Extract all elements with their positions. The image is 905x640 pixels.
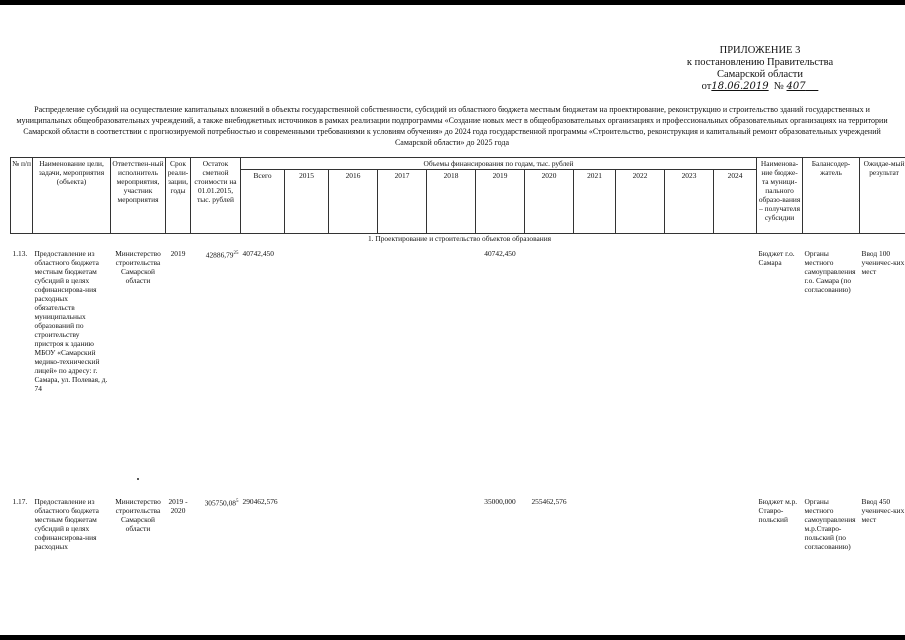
document-intro: Распределение субсидий на осуществление капитальных вложений в объекты государственной собственности, субсидий из областного бюджета местным бюджетам на проектирование, реконструкцию и строительство зданий государственных и муниципальных общеобразовательных учреждений, а также внебюджетных источников в рамках реализации подпрограммы «Создание новых мест в общеобразовательных организациях и профессиональных образовательных организациях на территории Самарской области в соответствии с прогнозируемой потребностью и современными требованиями к условиям обучения» до 2024 года государственной программы «Строительство, реконструкция и капитальный ремонт образовательных учреждений Самарской области» до 2025 года	[16, 105, 888, 147]
handwritten-number: 407	[786, 81, 806, 92]
appendix-header	[665, 45, 855, 93]
row-y2017	[378, 247, 427, 495]
row-y2020: 255462,576	[531, 497, 567, 506]
financing-table	[10, 157, 905, 553]
row-municipality: Бюджет м.р. Ставро-польский	[758, 497, 798, 524]
row-name: Предоставление из областного бюджета местным бюджетам субсидий в целях софинансирова-ния расходных	[34, 497, 99, 551]
row-period: 2019 - 2020	[168, 497, 188, 515]
header-year: 2024	[714, 170, 757, 234]
appendix-title: ПРИЛОЖЕНИЕ 3	[719, 45, 801, 56]
row-remainder-footnote: 5	[236, 499, 239, 504]
row-remainder	[191, 247, 241, 495]
row-responsible: Министерство строительства Самарской области	[115, 497, 161, 533]
row-y2023	[665, 495, 714, 553]
header-year: 2020	[525, 170, 574, 234]
header-year: 2018	[427, 170, 476, 234]
row-y2021	[574, 247, 616, 495]
table-row	[11, 247, 905, 495]
number-label: №	[773, 81, 784, 92]
header-year: 2021	[574, 170, 616, 234]
from-label: от	[701, 81, 712, 92]
row-period: 2019	[170, 249, 186, 258]
row-y2018	[427, 495, 476, 553]
row-responsible	[111, 247, 166, 495]
section-row	[11, 234, 905, 248]
appendix-date-line	[665, 81, 855, 93]
scan-top-edge	[0, 0, 905, 5]
row-y2019: 35000,000	[484, 497, 516, 506]
row-y2015	[285, 247, 329, 495]
row-responsible-text: Министерство строительства Самарской области	[115, 249, 161, 285]
row-result: Ввод 100 ученичес-ких мест	[861, 249, 905, 276]
header-holder: Балансодер-жатель	[803, 158, 860, 234]
header-year: 2016	[329, 170, 378, 234]
row-holder: Органы местного самоуправления г.о. Самара (по согласованию)	[804, 249, 856, 294]
header-name: Наименование цели, задачи, мероприятия (объекта)	[33, 158, 111, 234]
row-holder: Органы местного самоуправления м.р.Ставро-польский (по согласованию)	[804, 497, 856, 551]
header-municipality: Наименова-ние бюдже-та муници-пального образо-вания – получателя субсидии	[757, 158, 803, 234]
row-y2024	[714, 495, 757, 553]
header-remainder: Остаток сметной стоимости на 01.01.2015, тыс. рублей	[191, 158, 241, 234]
header-result: Ожидае-мый результат	[860, 158, 905, 234]
row-y2016	[329, 247, 378, 495]
row-y2023	[665, 247, 714, 495]
scan-speck	[137, 478, 139, 480]
row-y2019: 40742,450	[484, 249, 516, 258]
row-num: 1.17.	[12, 497, 28, 506]
row-y2021	[574, 495, 616, 553]
scan-bottom-edge	[0, 635, 905, 640]
row-total: 40742,450	[242, 249, 274, 258]
row-municipality: Бюджет г.о. Самара	[758, 249, 795, 267]
row-remainder-value: 42886,79	[205, 250, 234, 260]
handwritten-date: 18.06.2019	[711, 81, 769, 92]
table-header-row-1	[11, 158, 905, 170]
row-total: 290462,576	[242, 497, 278, 506]
row-y2016	[329, 495, 378, 553]
header-financing: Объемы финансирования по годам, тыс. рублей	[241, 158, 757, 170]
row-remainder	[191, 495, 241, 553]
row-num: 1.13.	[12, 249, 28, 258]
row-remainder-footnote: 25	[233, 251, 239, 256]
appendix-line-2: к постановлению Правительства	[686, 57, 834, 68]
header-year: 2015	[285, 170, 329, 234]
row-y2018	[427, 247, 476, 495]
section-title: 1. Проектирование и строительство объектов образования	[367, 234, 552, 243]
row-y2017	[378, 495, 427, 553]
header-period: Срок реали-зации, годы	[166, 158, 191, 234]
row-result: Ввод 450 ученичес-ких мест	[861, 497, 905, 524]
header-responsible: Ответствен-ный исполнитель мероприятия, участник мероприятия	[111, 158, 166, 234]
row-name: Предоставление из областного бюджета местным бюджетам субсидий в целях софинансирова-ния расходных обязательств муниципальных образований по строительству пристроя к зданию МБОУ «Самарский медико-технический лицей» по адресу: г. Самара, ул. Полевая, д. 74	[34, 249, 108, 393]
appendix-line-3: Самарской области	[717, 69, 803, 80]
row-y2022	[616, 247, 665, 495]
header-year: 2023	[665, 170, 714, 234]
header-year: 2017	[378, 170, 427, 234]
row-y2020	[525, 247, 574, 495]
header-year: 2019	[476, 170, 525, 234]
header-num: № п/п	[11, 158, 33, 234]
header-year: 2022	[616, 170, 665, 234]
header-total: Всего	[241, 170, 285, 234]
row-y2024	[714, 247, 757, 495]
row-remainder-value: 305750,08	[204, 498, 236, 508]
row-y2015	[285, 495, 329, 553]
table-row	[11, 495, 905, 553]
row-y2022	[616, 495, 665, 553]
